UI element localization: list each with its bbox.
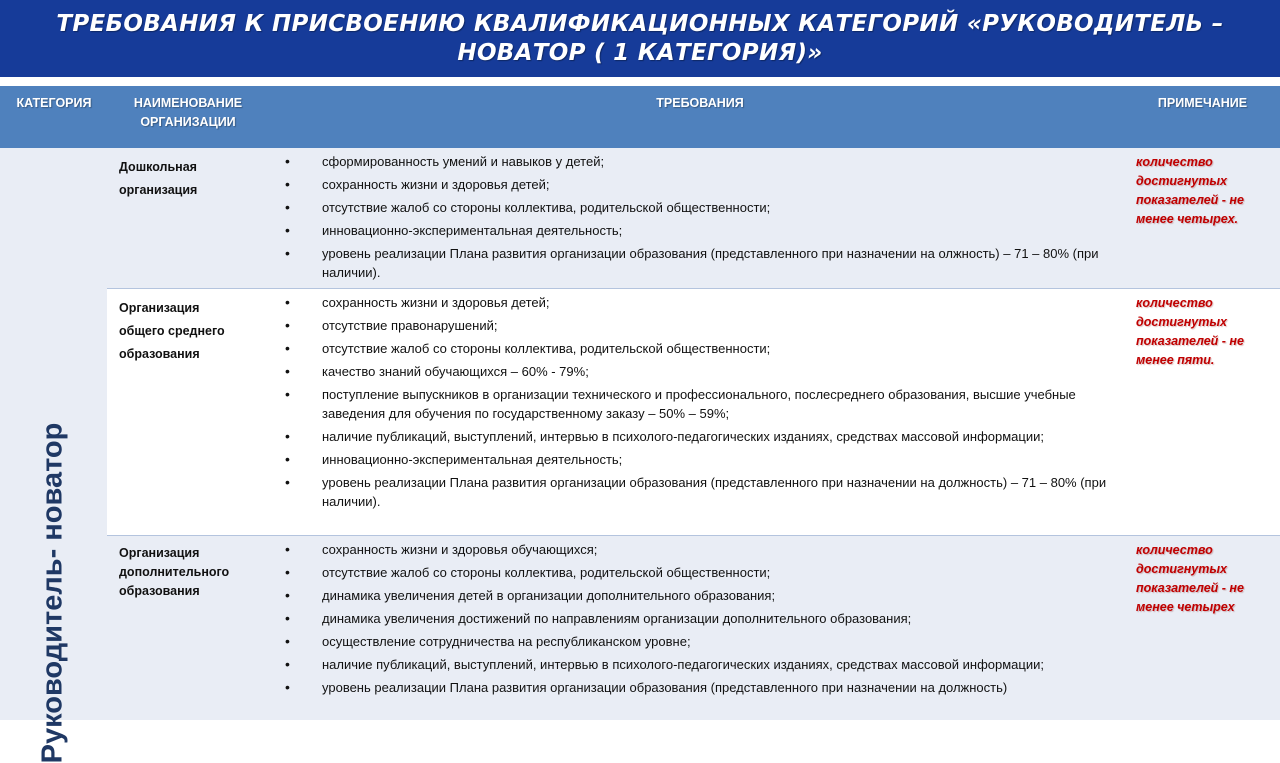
bullet-icon: • [285, 245, 290, 261]
requirements-list [282, 540, 1117, 701]
bullet-icon: • [285, 317, 290, 333]
requirement-item: • сформированность умений и навыков у детей; [285, 153, 605, 169]
bullet-icon: • [285, 610, 290, 626]
page-title: ТРЕБОВАНИЯ К ПРИСВОЕНИЮ КВАЛИФИКАЦИОННЫХ КАТЕГОРИЙ «РУКОВОДИТЕЛЬ – НОВАТОР ( 1 КАТЕГОРИЯ)» [56, 10, 1224, 66]
requirement-item: • динамика увеличения достижений по направлениям организации дополнительного образования; [285, 610, 912, 626]
bullet-icon: • [285, 451, 290, 467]
header-note: ПРИМЕЧАНИЕ [1157, 96, 1248, 110]
requirement-item: • поступление выпускников в организации технического и профессионального, послесреднего образования, высшие учебные заведения для обучения по государственному заказу – 50% – 59%; [285, 386, 1076, 421]
bullet-icon: • [285, 199, 290, 215]
requirement-item: • сохранность жизни и здоровья детей; [285, 294, 550, 310]
requirement-item: • отсутствие жалоб со стороны коллектива, родительской общественности; [285, 564, 771, 580]
bullet-icon: • [285, 428, 290, 444]
bullet-icon: • [285, 564, 290, 580]
requirement-item: • осуществление сотрудничества на республиканском уровне; [285, 633, 691, 649]
requirements-list [282, 152, 1117, 286]
bullet-icon: • [285, 474, 290, 490]
requirement-item: • уровень реализации Плана развития организации образования (представленного при назначении на должность) [285, 679, 1008, 695]
requirement-item: • динамика увеличения детей в организации дополнительного образования; [285, 587, 776, 603]
requirement-item: • отсутствие правонарушений; [285, 317, 498, 333]
category-column [0, 148, 108, 763]
requirement-item: • инновационно-экспериментальная деятельность; [285, 222, 623, 238]
bullet-icon: • [285, 633, 290, 649]
bullet-icon: • [285, 541, 290, 557]
organization-name: Организация общего среднего образования [119, 301, 225, 361]
requirement-item: • отсутствие жалоб со стороны коллектива, родительской общественности; [285, 199, 771, 215]
requirement-item: • уровень реализации Плана развития организации образования (представленного при назначении на должность) – 71 – 80% (при наличии). [285, 474, 1107, 509]
note-text: количество достигнутых показателей - не менее пяти. [1136, 296, 1244, 367]
table-row [107, 289, 1280, 535]
bullet-icon: • [285, 656, 290, 672]
category-label: Руководитель- новатор [36, 422, 69, 763]
bullet-icon: • [285, 587, 290, 603]
requirement-item: • уровень реализации Плана развития организации образования (представленного при назначении на олжность) – 71 – 80% (при наличии). [285, 245, 1099, 280]
organization-name: Организация дополнительного образования [119, 546, 230, 598]
requirement-item: • качество знаний обучающихся – 60% - 79%; [285, 363, 589, 379]
bullet-icon: • [285, 153, 290, 169]
header-organization: НАИМЕНОВАНИЕ ОРГАНИЗАЦИИ [133, 96, 243, 129]
bullet-icon: • [285, 340, 290, 356]
table-row [107, 148, 1280, 288]
title-divider [0, 77, 1280, 86]
requirement-item: • сохранность жизни и здоровья обучающихся; [285, 541, 598, 557]
requirements-list [282, 293, 1117, 515]
requirement-item: • инновационно-экспериментальная деятельность; [285, 451, 623, 467]
bullet-icon: • [285, 176, 290, 192]
header-requirements: ТРЕБОВАНИЯ [656, 96, 744, 110]
bullet-icon: • [285, 294, 290, 310]
requirement-item: • отсутствие жалоб со стороны коллектива, родительской общественности; [285, 340, 771, 356]
bullet-icon: • [285, 679, 290, 695]
table-header [0, 86, 1280, 148]
table-row [107, 536, 1280, 720]
note-text: количество достигнутых показателей - не менее четырех [1136, 543, 1244, 614]
header-category: КАТЕГОРИЯ [16, 96, 92, 110]
requirement-item: • сохранность жизни и здоровья детей; [285, 176, 550, 192]
bullet-icon: • [285, 222, 290, 238]
note-text: количество достигнутых показателей - не менее четырех. [1136, 155, 1244, 226]
title-bar [0, 0, 1280, 77]
organization-name: Дошкольная организация [119, 160, 198, 197]
requirement-item: • наличие публикаций, выступлений, интервью в психолого-педагогических изданиях, средствах массовой информации; [285, 428, 1044, 444]
requirement-item: • наличие публикаций, выступлений, интервью в психолого-педагогических изданиях, средствах массовой информации; [285, 656, 1044, 672]
bullet-icon: • [285, 363, 290, 379]
bullet-icon: • [285, 386, 290, 402]
